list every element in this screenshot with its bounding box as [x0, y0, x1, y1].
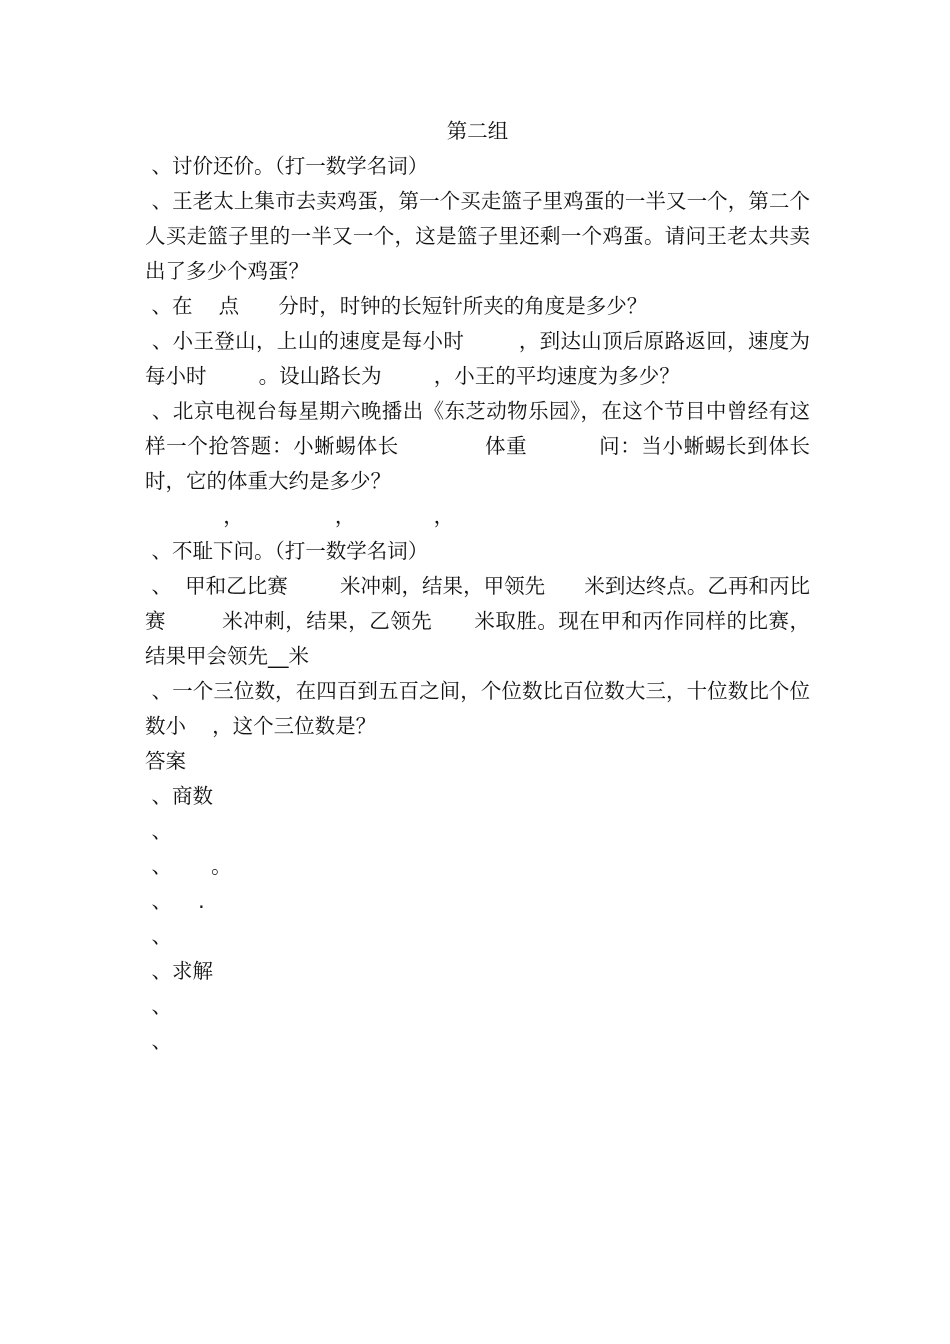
- answer-list: [145, 779, 810, 1059]
- answer-1: 、商数: [145, 784, 214, 808]
- page-title: 第二组: [446, 119, 509, 143]
- question-2: 、王老太上集市去卖鸡蛋，第一个买走篮子里鸡蛋的一半又一个，第二个人买走篮子里的一半又一个，这是篮子里还剩一个鸡蛋。请问王老太共卖出了多少个鸡蛋？: [145, 189, 810, 283]
- question-6: 、不耻下问。（打一数学名词）: [145, 539, 429, 563]
- answer-5: 、: [145, 924, 173, 948]
- question-5: 、北京电视台每星期六晚播出《东芝动物乐园》，在这个节目中曾经有这样一个抢答题：小蜥蜴体长 体重 问：当小蜥蜴长到体长 时，它的体重大约是多少？: [145, 399, 876, 493]
- answer-6: 、求解: [145, 959, 214, 983]
- question-list: [145, 149, 876, 744]
- question-7: 、 甲和乙比赛 米冲刺，结果，甲领先 米到达终点。乙再和丙比赛 米冲刺，结果，乙领先 米取胜。现在甲和丙作同样的比赛，结果甲会领先__米: [145, 574, 810, 668]
- question-1: 、讨价还价。（打一数学名词）: [145, 154, 429, 178]
- answer-7: 、: [145, 994, 173, 1018]
- answer-4: 、 .: [145, 889, 205, 913]
- answers-heading: 答案: [145, 749, 186, 773]
- question-8: 、一个三位数，在四百到五百之间，个位数比百位数大三，十位数比个位数小 ，这个三位数是？: [145, 679, 810, 738]
- question-5-continuation: ， ， ，: [145, 504, 455, 528]
- answer-8: 、: [145, 1029, 173, 1053]
- question-4: 、小王登山，上山的速度是每小时 ，到达山顶后原路返回，速度为每小时 。设山路长为 ，小王的平均速度为多少？: [145, 329, 810, 388]
- answer-3: 、 。: [145, 854, 232, 878]
- question-3: 、在 点 分时，时钟的长短针所夹的角度是多少？: [145, 294, 648, 318]
- answer-2: 、: [145, 819, 173, 843]
- document-page: [145, 114, 876, 1059]
